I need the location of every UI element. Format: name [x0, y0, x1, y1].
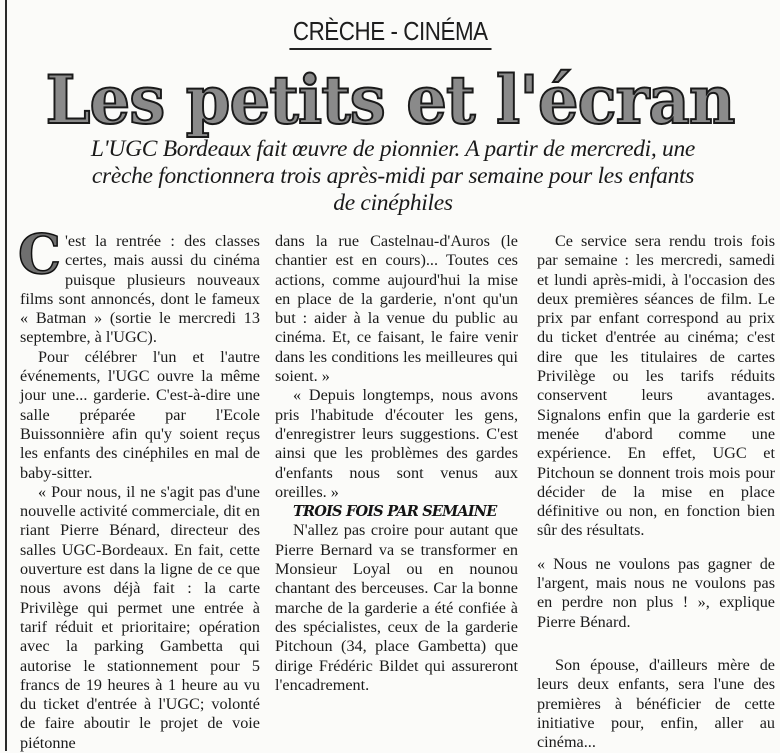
paragraph: N'allez pas croire pour autant que Pierre Bernard va se transformer en Monsieur Loyal ou en nounou chantant des berceuses. Car la bonne marche de la garderie a été confiée à des spécialistes, ceux de la garderie Pitchoun (34, place Gambetta) que dirige Frédéric Bildet qui assureront l'encadrement.: [275, 521, 518, 694]
section-kicker: CRÈCHE - CINÉMA: [289, 14, 491, 50]
deck: [18, 136, 768, 217]
drop-cap: C: [18, 222, 61, 286]
paragraph: Ce service sera rendu trois fois par semaine : les mercredi, samedi et lundi après-midi, à l'occasion des deux premières séances de film. Le prix par enfant correspond au prix du ticket d'entrée au cinéma; c'est dire que les titulaires de cartes Privilège ou les tarifs réduits conservent leurs avantages. Signalons enfin que la garderie est menée d'abord comme une expérience. En effet, UGC et Pitchoun se donnent trois mois pour décider de la mise en place définitive ou non, en fonction bien sûr des résultats.: [537, 232, 775, 540]
deck-line: de cinéphiles: [333, 190, 453, 216]
column-rule: [5, 0, 7, 751]
deck-line: crèche fonctionnera trois après-midi par semaine pour les enfants: [91, 163, 695, 189]
paragraph: « Pour nous, il ne s'agit pas d'une nouvelle activité commerciale, dit en riant Pierre Bénard, directeur des salles UGC-Bordeaux. En fait, cette ouverture est dans la ligne de ce que nous avons déjà fait : la carte Privilège qui permet une entrée à tarif réduit et prioritaire; opération avec la parking Gambetta qui autorise le stationnement pour 5 francs de 19 heures à 1 heure au vu du ticket d'entrée à l'UGC; volonté de faire aboutir le projet de voie piétonne: [20, 482, 260, 752]
paragraph: Pour célébrer l'un et l'autre événements, l'UGC ouvre la même jour une... garderie. C'est-à-dire une salle préparée par l'Ecole Buissonnière afin qu'y soient reçus les enfants des cinéphiles en mal de baby-sitter.: [20, 347, 260, 482]
article-column-2: [275, 232, 518, 695]
paragraph-text: 'est la rentrée : des classes certes, mais aussi du cinéma puisque plusieurs nouveaux films sont annoncés, dont le fameux « Batman » (sortie le mercredi 13 septembre, à l'UGC).: [20, 232, 260, 347]
paragraph: dans la rue Castelnau-d'Auros (le chantier est en cours)... Toutes ces actions, comme aujourd'hui la mise en place de la garderie, n'ont qu'un but : aider à la venue du public au cinéma. Et, ce faisant, le faire venir dans les conditions les meilleures qui soient. »: [275, 232, 518, 386]
article-column-3: [537, 232, 775, 752]
paragraph: « Nous ne voulons pas gagner de l'argent, mais nous ne voulons pas en perdre non plus ! », explique Pierre Bénard.: [537, 554, 775, 631]
kicker-container: [0, 14, 780, 50]
subheading: TROIS FOIS PAR SEMAINE: [293, 503, 497, 521]
paragraph: [18, 222, 260, 348]
headline: Les petits et l'écran: [45, 61, 735, 139]
paragraph: Son épouse, d'ailleurs mère de leurs deux enfants, sera l'une des premières à bénéficier de cette initiative pour, enfin, aller au cinéma...: [537, 655, 775, 752]
article-column-1: [18, 222, 260, 753]
paragraph: « Depuis longtemps, nous avons pris l'habitude d'écouter les gens, d'enregistrer leurs suggestions. C'est ainsi que les problèmes des gardes d'enfants nous sont venus aux oreilles. »: [275, 386, 518, 501]
deck-line: L'UGC Bordeaux fait œuvre de pionnier. A partir de mercredi, une: [90, 136, 696, 162]
